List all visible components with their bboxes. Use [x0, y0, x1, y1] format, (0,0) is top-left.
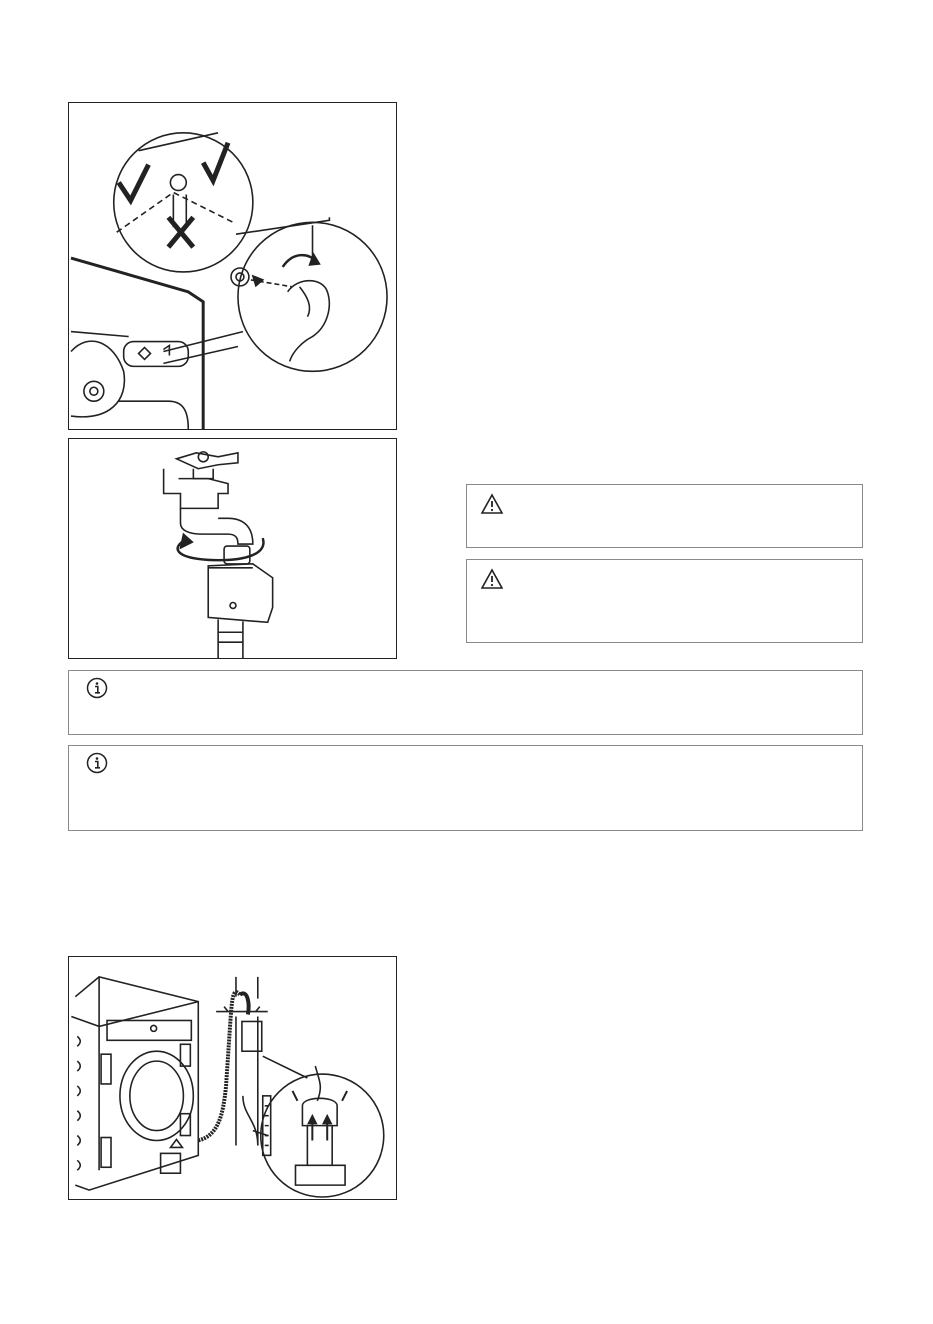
- figure-inlet-hose: [68, 102, 397, 430]
- drain-hose-illustration: [69, 957, 396, 1199]
- tap-connection-illustration: [69, 439, 396, 658]
- inlet-hose-illustration: [69, 103, 396, 429]
- info-circle-icon: [86, 677, 108, 699]
- warning-triangle-icon: [481, 493, 503, 515]
- figure-tap-connection: [68, 438, 397, 659]
- page-bottom-edge: [0, 1318, 933, 1324]
- warning-box-2: [466, 559, 863, 643]
- info-circle-icon: [86, 752, 108, 774]
- info-box-2: [68, 745, 863, 831]
- figure-drain-hose: [68, 956, 397, 1200]
- info-box-1: [68, 670, 863, 735]
- warning-box-1: [466, 484, 863, 548]
- warning-triangle-icon: [481, 568, 503, 590]
